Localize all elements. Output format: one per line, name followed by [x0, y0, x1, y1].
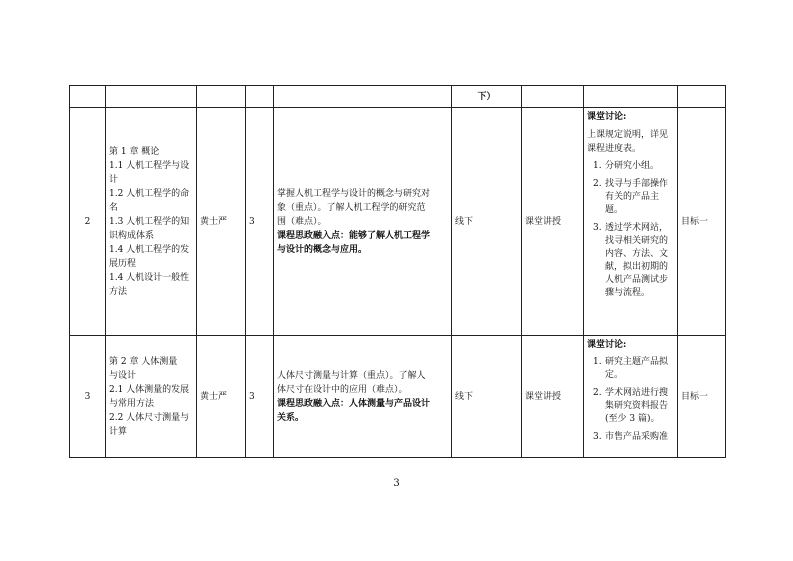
goal-cell: 目标一 — [678, 108, 726, 336]
hours-cell: 3 — [246, 336, 274, 458]
cell-empty — [197, 86, 246, 108]
chapter-line: 2.1 人体测量的发展 — [109, 384, 190, 395]
chapter-cell — [106, 108, 197, 336]
chapter-line: 2.2 人体尺寸测量与 — [109, 412, 190, 423]
mode-cell: 线下 — [452, 108, 522, 336]
chapter-line: 计算 — [109, 426, 128, 437]
chapter-line: 方法 — [109, 286, 128, 297]
objective-line: 人体尺寸测量与计算（重点）。了解人 — [277, 370, 426, 381]
chapter-cell — [106, 336, 197, 458]
cell-empty — [106, 86, 197, 108]
list-item: 2. 找寻与手部操作有关的产品主题。 — [593, 179, 669, 215]
goal-cell: 目标一 — [678, 336, 726, 458]
method-fragment: 下） — [452, 86, 522, 108]
seq-cell: 2 — [70, 108, 106, 336]
page-number: 3 — [393, 478, 400, 489]
chapter-line: 名 — [109, 202, 119, 213]
chapter-line: 1.4 人机设计一般性 — [109, 272, 190, 283]
objective-line: 体尺寸在设计中的应用（难点）。 — [277, 384, 408, 395]
method-cell: 课堂讲授 — [522, 336, 584, 458]
chapter-line: 1.2 人机工程学的命 — [109, 188, 190, 199]
chapter-line: 识构成体系 — [109, 230, 155, 241]
cell-empty — [584, 86, 678, 108]
seq-cell: 3 — [70, 336, 106, 458]
discussion-head: 课堂讨论: — [587, 340, 627, 350]
table-row — [70, 108, 726, 336]
discussion-list — [587, 160, 674, 300]
chapter-line: 与设计 — [109, 370, 137, 381]
ideology-line: 与设计的概念与应用。 — [277, 244, 368, 255]
teacher-cell: 黄士严 — [197, 108, 246, 336]
discussion-cell — [584, 336, 678, 458]
ideology-line: 课程思政融入点：人体测量与产品设计 — [277, 398, 431, 409]
discussion-head: 课堂讨论: — [587, 112, 627, 122]
ideology-line: 关系。 — [277, 412, 305, 423]
chapter-line: 1.3 人机工程学的知 — [109, 216, 190, 227]
chapter-line: 计 — [109, 174, 119, 185]
cell-empty — [522, 86, 584, 108]
cell-empty — [246, 86, 274, 108]
list-item: 3. 透过学术网站，找寻相关研究的内容、方法、文献，拟出初期的人机产品测试步骤与流程。 — [593, 223, 669, 298]
cell-empty — [70, 86, 106, 108]
discussion-cell — [584, 108, 678, 336]
ideology-line: 课程思政融入点：能够了解人机工程学 — [277, 230, 431, 241]
chapter-line: 展历程 — [109, 258, 137, 269]
objective-cell — [274, 336, 452, 458]
table-row — [70, 336, 726, 458]
cell-empty — [274, 86, 452, 108]
method-cell: 课堂讲授 — [522, 108, 584, 336]
cell-empty — [678, 86, 726, 108]
objective-cell — [274, 108, 452, 336]
list-item: 1. 研究主题产品拟定。 — [593, 357, 669, 380]
table-row-continuation — [70, 86, 726, 108]
chapter-line: 第 2 章 人体测量 — [109, 356, 178, 367]
syllabus-table — [69, 85, 726, 458]
teacher-cell: 黄士严 — [197, 336, 246, 458]
chapter-line: 第 1 章 概论 — [109, 146, 160, 157]
chapter-line: 与常用方法 — [109, 398, 155, 409]
discussion-intro: 上课规定说明，详见课程进度表。 — [587, 130, 669, 154]
list-item: 3. 市售产品采购准 — [593, 432, 669, 442]
objective-line: 象（重点）。了解人机工程学的研究范 — [277, 202, 426, 213]
list-item: 1. 分研究小组。 — [593, 161, 660, 171]
hours-cell: 3 — [246, 108, 274, 336]
chapter-line: 1.1 人机工程学与设 — [109, 160, 190, 171]
list-item: 2. 学术网站进行搜集研究资料报告(至少 3 篇)。 — [593, 388, 669, 424]
chapter-line: 1.4 人机工程学的发 — [109, 244, 190, 255]
discussion-list — [587, 356, 674, 444]
mode-cell: 线下 — [452, 336, 522, 458]
objective-line: 围（难点）。 — [277, 216, 327, 227]
objective-line: 掌握人机工程学与设计的概念与研究对 — [277, 188, 431, 199]
